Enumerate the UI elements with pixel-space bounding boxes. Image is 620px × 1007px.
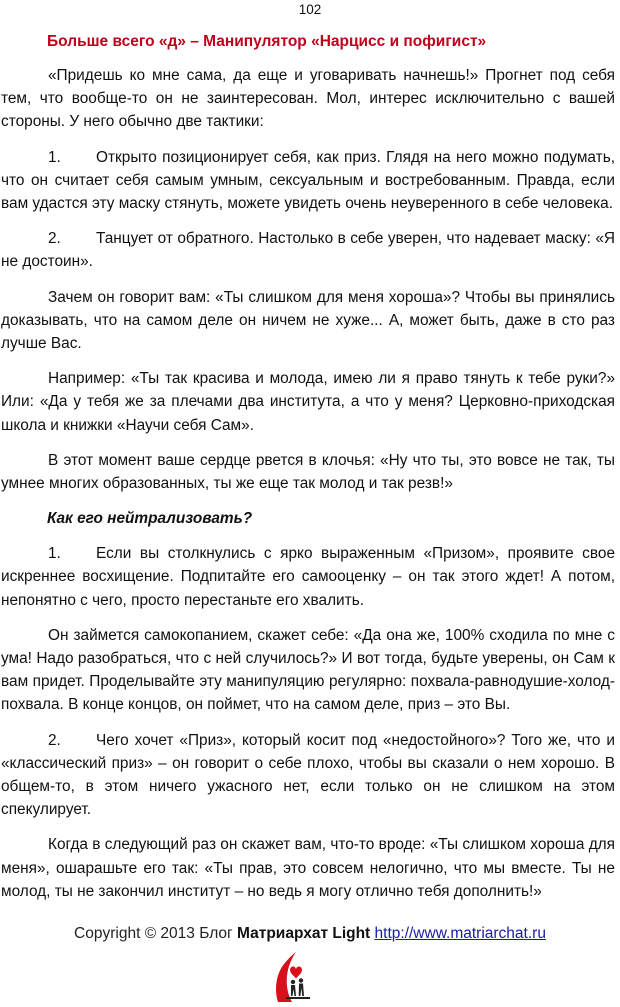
paragraph	[0, 624, 615, 717]
section-heading: Больше всего «д» – Манипулятор «Нарцисс и пофигист»	[47, 33, 487, 50]
numbered-paragraph	[0, 729, 615, 822]
paragraph-text: Открыто позиционирует себя, как приз. Глядя на него можно подумать, что он считает себя самым умным, сексуальным и востребованным. Правда, если вам удастся эту маску стянуть, можете увидеть очень неуверенного в себе человека.	[1, 148, 615, 213]
paragraph	[0, 449, 615, 495]
site-link[interactable]: http://www.matriarchat.ru	[374, 925, 546, 942]
paragraph	[0, 833, 615, 903]
paragraph	[0, 367, 615, 437]
paragraph-text: Танцует от обратного. Настолько в себе уверен, что надевает маску: «Я не достоин».	[1, 230, 615, 271]
paragraph-text: Когда в следующий раз он скажет вам, что-то вроде: «Ты слишком хороша для меня», ошарашьте его так: «Ты прав, это совсем нелогично, что мы вместе. Ты не молод, ты не закончил институт – но ведь я могу отлично тебя дополнить!»	[1, 836, 615, 900]
blog-brand: Матриархат Light	[237, 925, 371, 942]
list-number: 2.	[48, 731, 61, 749]
subheading: Как его нейтрализовать?	[47, 510, 253, 528]
paragraph	[0, 286, 615, 356]
list-number: 1.	[48, 148, 61, 166]
page-number: 102	[298, 2, 322, 17]
document-body	[0, 30, 620, 915]
logo-red-heart	[290, 966, 302, 979]
paragraph-text: Чего хочет «Приз», который косит под «недостойного»? Того же, что и «классический приз» – он говорит о себе плохо, чтобы вы сказали о нем хорошо. В общем-то, в этом ничего ужасного нет, если только он не слишком на этом спекулирует.	[1, 731, 615, 819]
matriarchat-logo-icon	[270, 950, 314, 1004]
logo-figures	[291, 978, 304, 996]
paragraph-text: Если вы столкнулись с ярко выраженным «Призом», проявите свое искреннее восхищение. Подпитайте его самооценку – он так этого ждет! А потом, непонятно с чего, просто перестаньте его хвалить.	[1, 545, 615, 609]
paragraph-text: «Придешь ко мне сама, да еще и уговаривать начнешь!» Прогнет под себя тем, что вообще-то он не заинтересован. Мол, интерес исключительно с вашей стороны. У него обычно две тактики:	[1, 67, 615, 131]
paragraph	[0, 64, 615, 134]
logo-red-swoosh	[276, 952, 296, 1002]
copyright-text: Copyright © 2013 Блог	[74, 925, 238, 942]
footer	[0, 924, 620, 944]
paragraph-text: В этот момент ваше сердце рвется в клочья: «Ну что ты, это вовсе не так, ты умнее многих образованных, ты же еще так молод и так резв!»	[1, 451, 615, 493]
list-number: 2.	[48, 230, 61, 248]
list-number: 1.	[48, 545, 61, 563]
paragraph-text: Например: «Ты так красива и молода, имею ли я право тянуть к тебе руки?» Или: «Да у тебя же за плечами два института, а что у меня? Церковно-приходская школа и книжки «Научи себя Сам».	[1, 370, 615, 434]
logo-base	[286, 997, 310, 999]
paragraph-text: Зачем он говорит вам: «Ты слишком для меня хороша»? Чтобы вы принялись доказывать, что на самом деле он ничем не хуже... А, может быть, даже в сто раз лучше Вас.	[1, 288, 615, 353]
numbered-paragraph	[0, 542, 615, 612]
numbered-paragraph	[0, 227, 615, 273]
paragraph-text: Он займется самокопанием, скажет себе: «Да она же, 100% сходила по мне с ума! Надо разобраться, что с ней случилось?» И вот тогда, будьте уверены, он Сам к вам придет. Проделывайте эту манипуляцию регулярно: похвала-равнодушие-холод-похвала. В конце концов, он поймет, что на самом деле, приз – это Вы.	[1, 626, 615, 714]
numbered-paragraph	[0, 146, 615, 216]
